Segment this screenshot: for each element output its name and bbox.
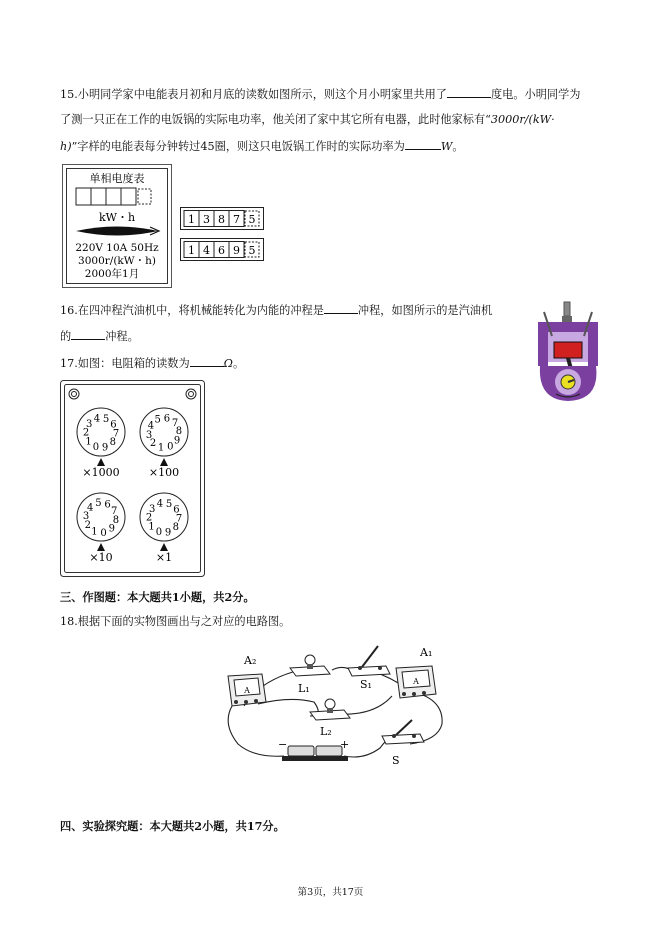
svg-text:A: A bbox=[244, 686, 250, 695]
dial-digit: 8 bbox=[172, 522, 179, 534]
section-4-heading bbox=[60, 818, 285, 834]
dial-digit: 9 bbox=[173, 435, 181, 447]
q15-line-1 bbox=[60, 86, 581, 103]
dial-digit: 5 bbox=[165, 498, 173, 510]
section-score: 2 bbox=[224, 590, 233, 604]
meter-spec-date: 2000年1月 bbox=[84, 268, 140, 280]
section-text: 四、实验探究题：本大题共 bbox=[60, 819, 195, 833]
reading-digit: 6 bbox=[218, 244, 225, 257]
resistance-box-figure bbox=[60, 380, 206, 578]
section-text: 小题，共 bbox=[202, 819, 247, 833]
ammeter-a1-icon bbox=[396, 666, 436, 698]
dial-digit: 4 bbox=[156, 498, 164, 510]
q15-number: 45 bbox=[200, 140, 215, 153]
q15-text: 度电。小明同学为 bbox=[490, 88, 581, 101]
piston-icon bbox=[554, 342, 582, 358]
dial-digit: 4 bbox=[93, 413, 101, 425]
q16-text: 冲程。 bbox=[105, 330, 139, 343]
dial-label-10: ×10 bbox=[89, 551, 113, 564]
dial-digit: 5 bbox=[154, 414, 161, 426]
reading-digit: 4 bbox=[203, 244, 210, 257]
dial-digit: 3 bbox=[149, 503, 156, 515]
electric-meter-figure bbox=[62, 164, 172, 288]
dial-label-100: ×100 bbox=[148, 466, 180, 479]
dial-digit: 8 bbox=[109, 437, 116, 449]
reading-digit: 8 bbox=[218, 213, 225, 226]
label-l1: L₁ bbox=[298, 682, 310, 695]
dial-digit: 5 bbox=[102, 413, 110, 425]
q18-line bbox=[60, 614, 290, 630]
dial-digit: 9 bbox=[164, 527, 172, 539]
q16-line-2 bbox=[60, 328, 139, 345]
meter-spec-voltage: 220V 10A 50Hz bbox=[75, 242, 159, 254]
dial-digit: 0 bbox=[155, 527, 163, 539]
dial-label-1: ×1 bbox=[155, 551, 173, 564]
reading-end bbox=[181, 239, 264, 261]
dial-digit: 1 bbox=[157, 442, 165, 454]
ammeter-a2-icon bbox=[228, 674, 266, 706]
section-count: 1 bbox=[171, 590, 180, 604]
label-a2: A₂ bbox=[244, 654, 257, 667]
bulb-l1-icon bbox=[290, 655, 330, 676]
label-minus: − bbox=[278, 738, 288, 751]
spark-plug-icon bbox=[562, 302, 572, 322]
q17-text: 17.如图：电阻箱的读数为 bbox=[60, 357, 190, 370]
svg-text:A: A bbox=[413, 677, 419, 686]
answer-blank[interactable] bbox=[71, 328, 105, 340]
q16-text: 16.在四冲程汽油机中，将机械能转化为内能的冲程是 bbox=[60, 304, 324, 317]
dial-digit: 2 bbox=[149, 438, 157, 450]
dial-digit: 0 bbox=[167, 441, 174, 453]
dial-digit: 3 bbox=[145, 429, 153, 441]
q15-text: ”字样的电能表每分钟转过 bbox=[71, 140, 201, 153]
q15-math: h) bbox=[60, 140, 72, 153]
reading-digit: 3 bbox=[203, 213, 210, 226]
answer-blank[interactable] bbox=[190, 355, 224, 367]
dial-digit: 1 bbox=[148, 521, 155, 533]
dial-digit: 4 bbox=[87, 502, 94, 514]
reading-digit: 1 bbox=[188, 213, 195, 226]
meter-spec-revs: 3000r/(kW・h) bbox=[78, 255, 156, 267]
section-text: 三、作图题：本大题共 bbox=[60, 590, 172, 604]
q15-line-3 bbox=[60, 138, 464, 155]
dial-digit: 9 bbox=[108, 523, 115, 535]
dial-digit: 3 bbox=[82, 510, 90, 522]
q17-line bbox=[60, 355, 244, 372]
q16-line-1 bbox=[60, 302, 492, 319]
dial-digit: 8 bbox=[112, 515, 120, 527]
dial-digit: 5 bbox=[95, 498, 102, 510]
label-a1: A₁ bbox=[420, 646, 433, 659]
dial-digit: 6 bbox=[104, 499, 111, 511]
dial-digit: 9 bbox=[101, 442, 109, 454]
q17-unit: Ω bbox=[223, 357, 233, 370]
dial-digit: 7 bbox=[111, 506, 118, 517]
q17-text: 。 bbox=[232, 357, 245, 370]
dial-digit: 1 bbox=[85, 436, 92, 448]
q16-text: 冲程，如图所示的是汽油机 bbox=[357, 304, 493, 317]
dial-digit: 2 bbox=[82, 427, 90, 439]
dial-digit: 6 bbox=[163, 413, 171, 425]
section-3-heading bbox=[60, 589, 255, 605]
q15-text: 圈，则这只电饭锅工作时的实际功率为 bbox=[214, 140, 405, 153]
q16-text: 的 bbox=[60, 330, 72, 343]
page-footer: 第3页，共17页 bbox=[297, 887, 364, 898]
q15-line-2 bbox=[60, 112, 555, 128]
dial-digit: 4 bbox=[147, 420, 155, 432]
dial-digit: 2 bbox=[145, 512, 153, 524]
dial-digit: 6 bbox=[110, 419, 117, 431]
section-text: 小题，共 bbox=[179, 590, 225, 604]
switch-s1-icon bbox=[348, 646, 390, 676]
section-text: 分。 bbox=[232, 590, 255, 604]
dial-digit: 8 bbox=[175, 426, 183, 438]
q15-unit: W bbox=[440, 140, 453, 153]
q15-text: 15.小明同学家中电能表月初和月底的读数如图所示，则这个月小明家里共用了 bbox=[60, 88, 447, 101]
engine-cylinder-figure bbox=[530, 300, 608, 404]
reading-digit: 5 bbox=[248, 244, 256, 257]
dial-digit: 3 bbox=[86, 418, 93, 430]
dial-digit: 2 bbox=[84, 520, 91, 531]
section-score: 17 bbox=[246, 819, 263, 833]
label-l2: L₂ bbox=[320, 725, 332, 738]
circuit-figure bbox=[214, 640, 454, 770]
meter-unit: kW・h bbox=[98, 211, 136, 224]
reading-digit: 7 bbox=[233, 213, 240, 226]
label-plus: + bbox=[340, 738, 350, 751]
reading-digit: 1 bbox=[188, 244, 195, 257]
label-s: S bbox=[392, 754, 400, 767]
dial-digit: 0 bbox=[100, 527, 107, 539]
dial-digit: 7 bbox=[175, 513, 183, 525]
reading-digit: 5 bbox=[248, 213, 256, 226]
battery-icon bbox=[282, 746, 348, 761]
dial-digit: 1 bbox=[91, 526, 98, 538]
q15-text: 。 bbox=[452, 140, 464, 153]
q15-text: 了测一只正在工作的电饭锅的实际电功率，他关闭了家中其它所有电器，此时他家标有“ bbox=[60, 113, 491, 126]
dial-label-1000: ×1000 bbox=[82, 466, 120, 479]
answer-blank[interactable] bbox=[324, 302, 358, 314]
dial-digit: 7 bbox=[171, 417, 179, 429]
dial-digit: 6 bbox=[173, 504, 180, 516]
section-text: 分。 bbox=[262, 819, 285, 833]
label-s1: S₁ bbox=[360, 678, 372, 691]
meter-readings bbox=[180, 207, 266, 263]
answer-blank[interactable] bbox=[447, 86, 491, 98]
dial-digit: 0 bbox=[92, 442, 100, 454]
bulb-l2-icon bbox=[310, 699, 350, 720]
reading-start bbox=[181, 208, 264, 230]
q15-math: 3000r/(kW· bbox=[490, 113, 555, 126]
switch-s-icon bbox=[382, 720, 424, 744]
section-count: 2 bbox=[194, 819, 203, 833]
reading-digit: 9 bbox=[233, 244, 240, 257]
answer-blank[interactable] bbox=[405, 138, 441, 150]
dial-digit: 7 bbox=[112, 428, 120, 440]
meter-title: 单相电度表 bbox=[89, 172, 145, 185]
q18-text: 18.根据下面的实物图画出与之对应的电路图。 bbox=[60, 615, 291, 628]
